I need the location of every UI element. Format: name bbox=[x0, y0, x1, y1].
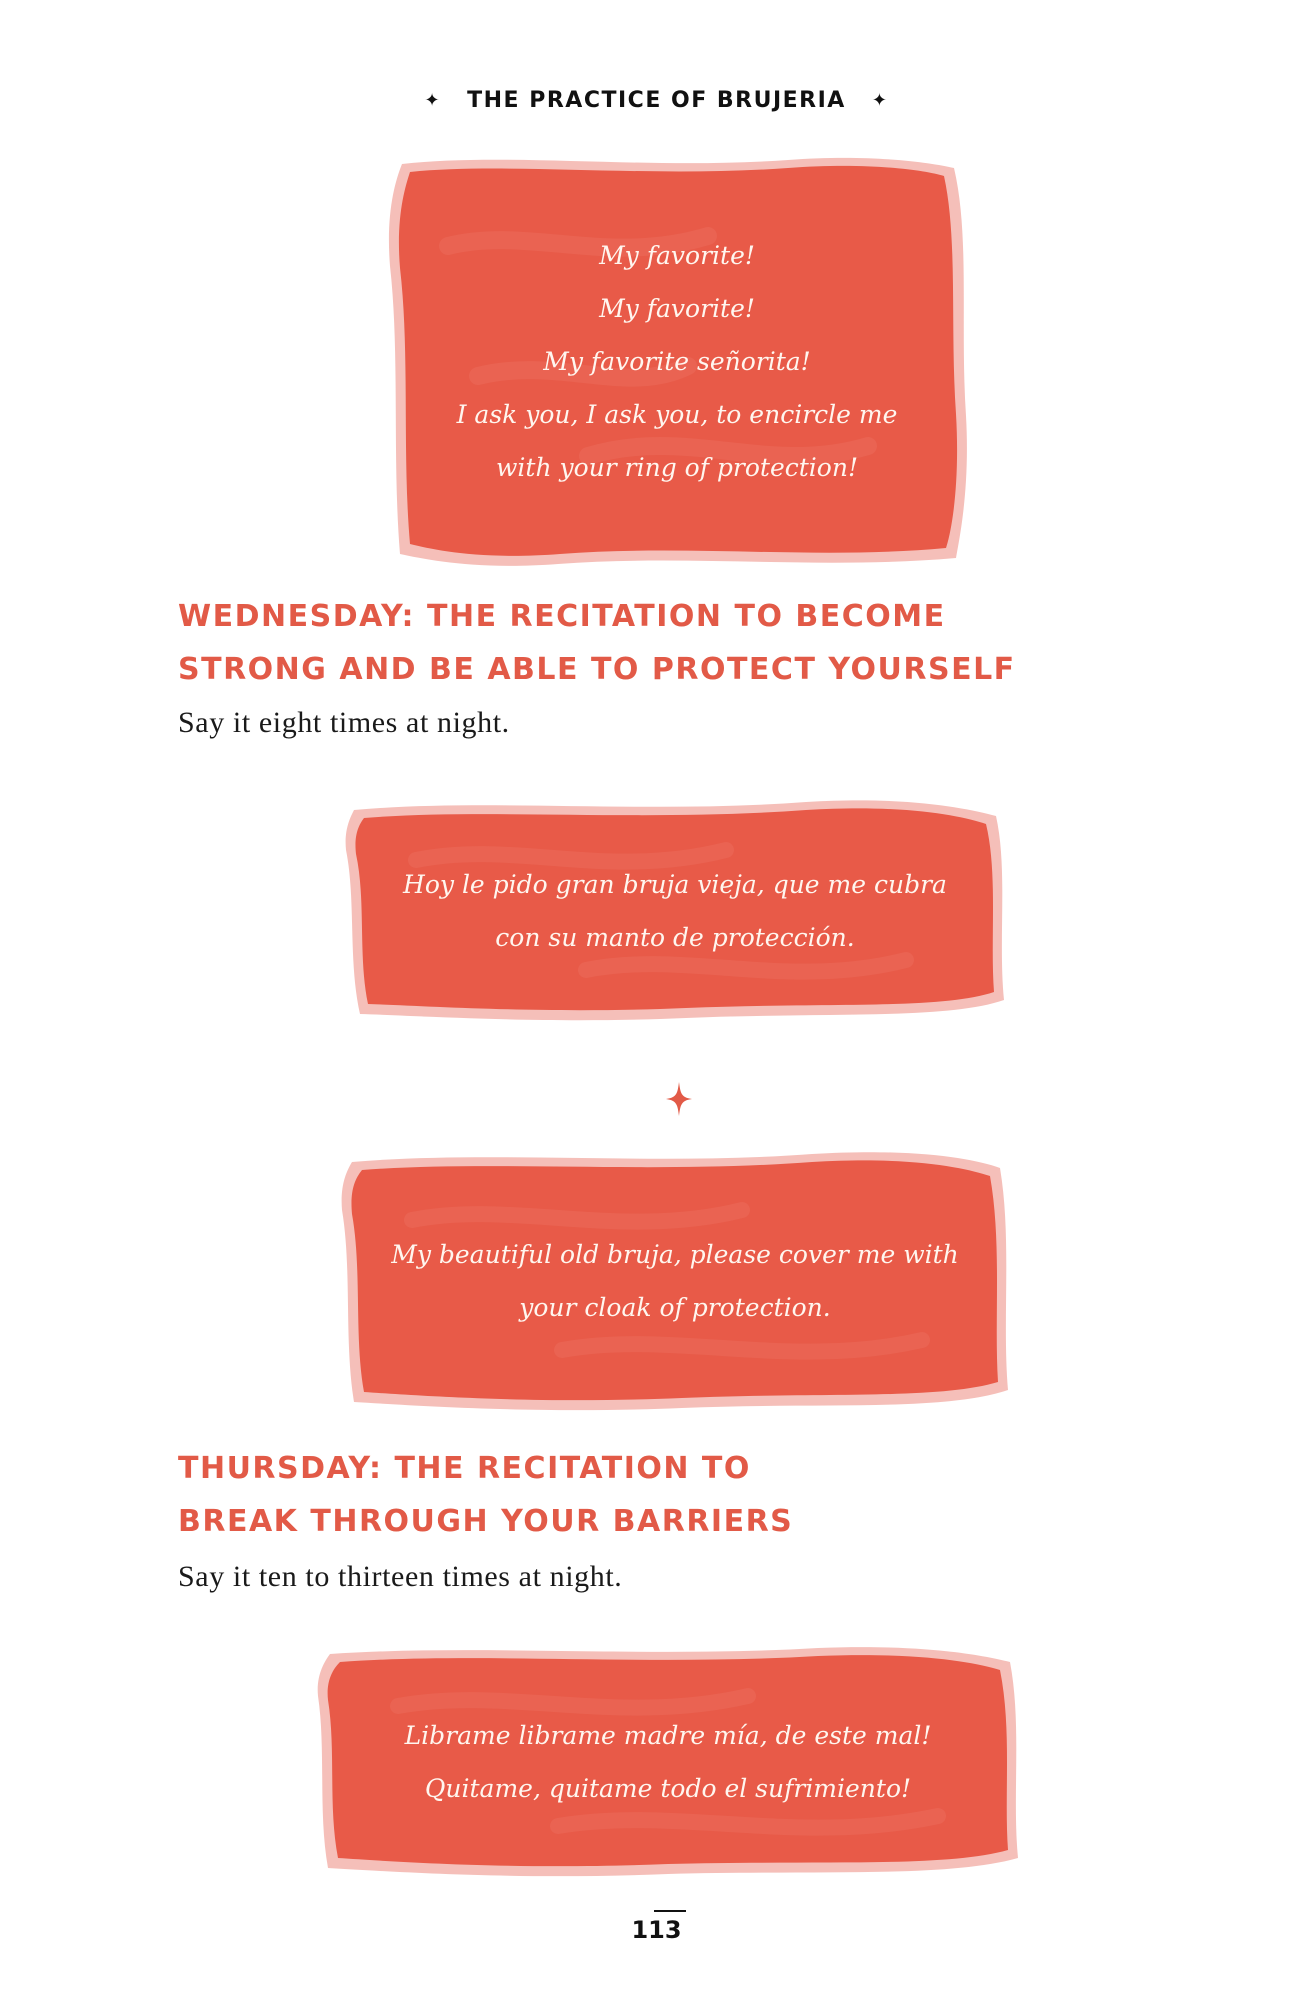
folio-rule bbox=[654, 1910, 686, 1912]
heading-line: BREAK THROUGH YOUR BARRIERS bbox=[178, 1504, 794, 1539]
card-text bbox=[391, 1228, 959, 1334]
recitation-card bbox=[318, 1646, 1018, 1878]
diamond-ornament-icon: ✦ bbox=[424, 90, 442, 111]
card-line: I ask you, I ask you, to encircle me bbox=[456, 399, 898, 429]
card-line: My favorite! bbox=[599, 293, 755, 323]
running-head bbox=[0, 88, 1313, 113]
card-line: with your ring of protection! bbox=[496, 452, 858, 482]
heading-line: THURSDAY: THE RECITATION TO bbox=[178, 1451, 751, 1486]
card-line: My beautiful old bruja, please cover me with bbox=[391, 1240, 959, 1269]
instruction-text: Say it ten to thirteen times at night. bbox=[178, 1560, 623, 1593]
card-text bbox=[405, 1709, 932, 1815]
section-heading bbox=[178, 590, 1016, 696]
four-point-star-icon bbox=[666, 1082, 692, 1116]
card-text bbox=[403, 858, 947, 964]
heading-line: WEDNESDAY: THE RECITATION TO BECOME bbox=[178, 599, 946, 634]
card-text bbox=[457, 229, 898, 494]
card-line: Hoy le pido gran bruja vieja, que me cubra bbox=[403, 870, 947, 899]
recitation-card bbox=[388, 156, 966, 566]
heading-line: STRONG AND BE ABLE TO PROTECT YOURSELF bbox=[178, 652, 1016, 687]
card-line: con su manto de protección. bbox=[495, 923, 855, 952]
diamond-ornament-icon: ✦ bbox=[871, 90, 889, 111]
recitation-card bbox=[346, 800, 1004, 1022]
running-head-title: THE PRACTICE OF BRUJERIA bbox=[467, 88, 846, 113]
instruction-text: Say it eight times at night. bbox=[178, 706, 510, 739]
card-line: My favorite! bbox=[599, 240, 755, 270]
card-line: Quitame, quitame todo el sufrimiento! bbox=[424, 1774, 912, 1803]
card-line: Librame librame madre mía, de este mal! bbox=[404, 1721, 932, 1750]
recitation-card bbox=[342, 1150, 1008, 1412]
card-line: My favorite señorita! bbox=[543, 346, 811, 376]
section-heading bbox=[178, 1442, 793, 1548]
page-number: 113 bbox=[631, 1916, 682, 1944]
card-line: your cloak of protection. bbox=[519, 1293, 831, 1322]
